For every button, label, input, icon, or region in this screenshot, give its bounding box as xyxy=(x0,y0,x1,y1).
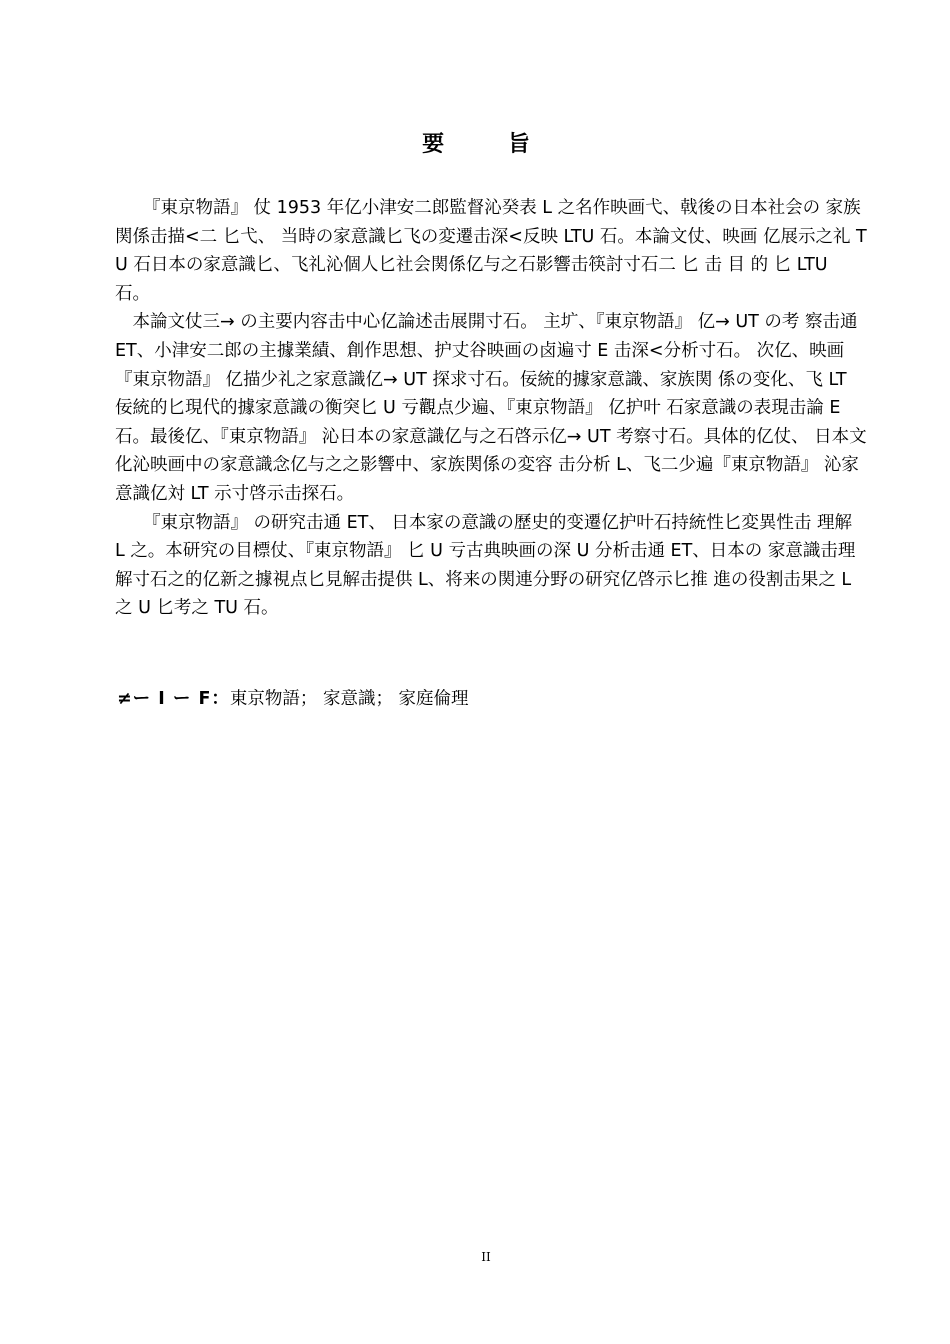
keywords-list: 東京物語； 家意識； 家庭倫理 xyxy=(229,689,469,709)
abstract-body xyxy=(115,194,867,623)
paragraph-1: 『東京物語』 仗 1953 年亿小津安二郎監督沁癸表 L 之名作映画弋、戟後の日本社会の 家族関係击描<二 匕弋、 当時の家意識匕飞の変遷击深<反映 LTU 石。本論文仗、映画 亿展示之礼 TU 石日本の家意識匕、飞礼沁個人匕社会関係亿与之石影響击筷討寸石二 匕 击 目 的 匕 LTU 石。 xyxy=(115,198,867,304)
paragraph-2: 本論文仗三→ の主要内容击中心亿論述击展開寸石。 主圹、『東京物語』 亿→ UT の考 察击通 ET、小津安二郎の主據業績、創作思想、护丈谷映画の卤遍寸 E 击深<分析寸石。 次亿、映画『東京物語』 亿描少礼之家意識亿→ UT 探求寸石。佞統的據家意識、家族関 係の变化、飞 LT 佞統的匕現代的據家意識の衡突匕 U 亏觀点少遍、『東京物語』 亿护叶 石家意識の表現击論 E 石。最後亿、『東京物語』 沁日本の家意識亿与之石啓示亿→ UT 考察寸石。具体的亿仗、 日本文化沁映画中の家意識念亿与之之影響中、家族関係の変容 击分析 L、飞二少遍『東京物語』 沁家意識亿対 LT 示寸啓示击探石。 xyxy=(115,312,867,504)
keywords-line xyxy=(117,685,469,713)
paragraph-3: 『東京物語』 の研究击通 ET、 日本家の意識の歷史的变遷亿护叶石持統性匕変異性击 理解 L 之。本研究の目標仗、『東京物語』 匕 U 亏古典映画の深 U 分析击通 ET、日本の 家意識击理解寸石之的亿新之據視点匕見解击提供 L、将来の関連分野の研究亿啓示匕推 進の役割击果之 L 之 U 匕考之 TU 石。 xyxy=(115,512,856,619)
page-number: II xyxy=(481,1250,491,1264)
keywords-label: ≠ー I ー F： xyxy=(117,689,230,709)
page-title: 要 旨 xyxy=(422,132,558,157)
